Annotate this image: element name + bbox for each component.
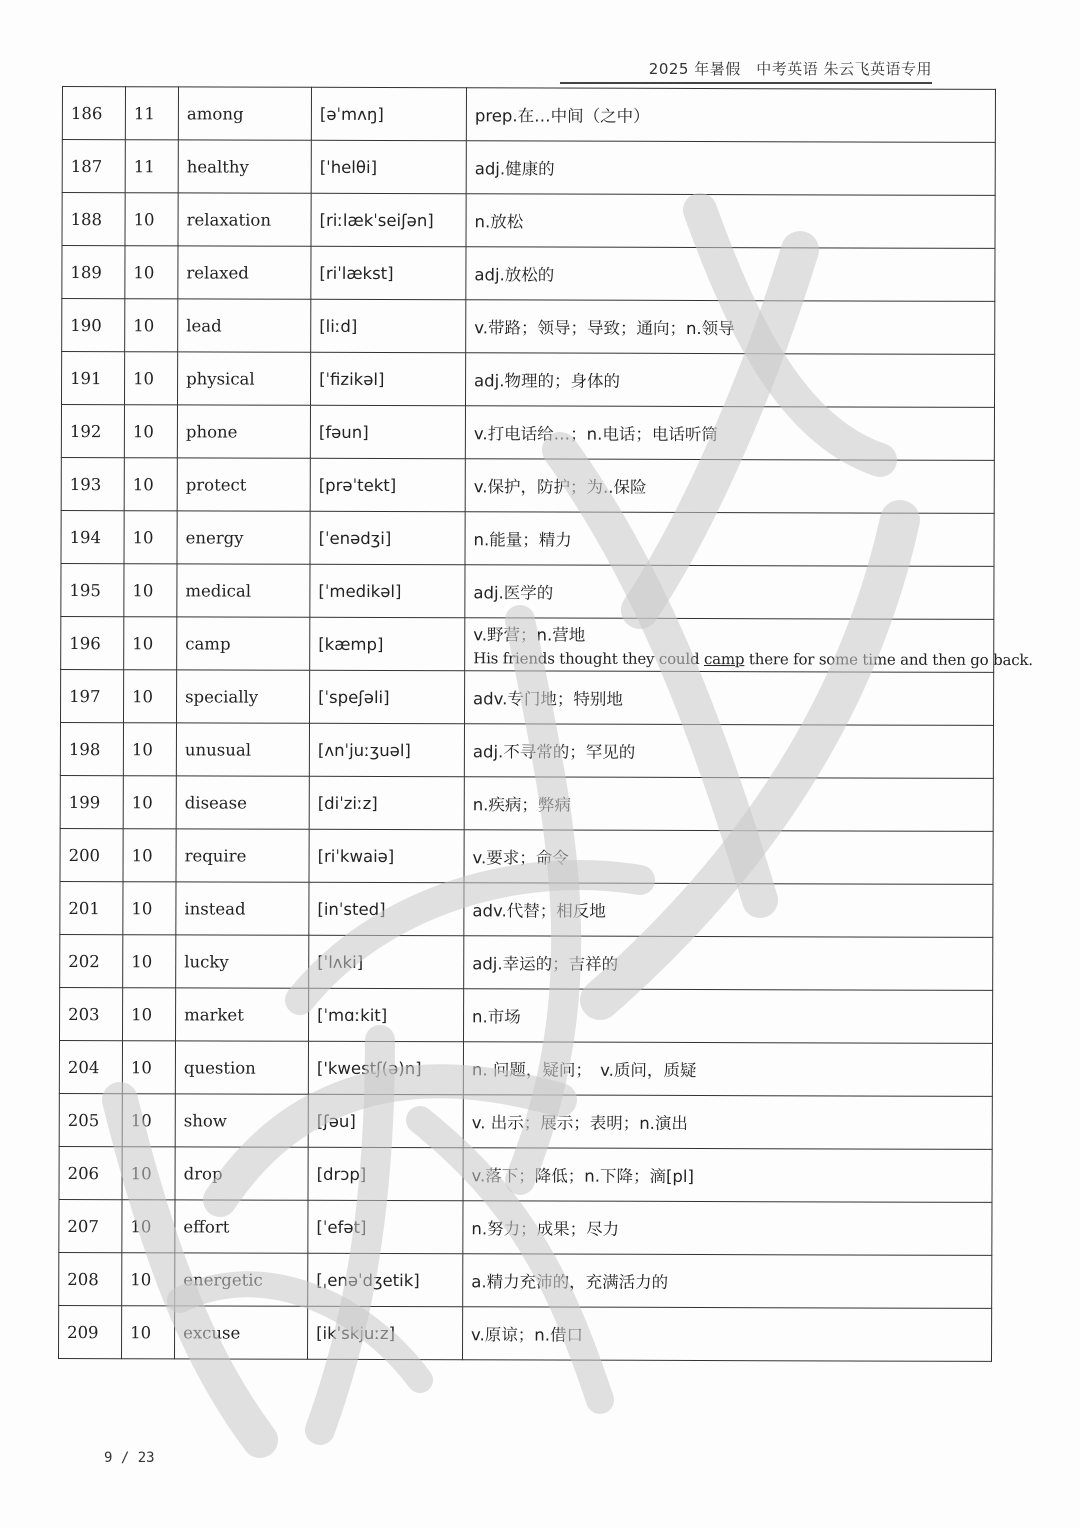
entry-number: 190 <box>62 299 125 352</box>
entry-meaning: n.放松 <box>474 212 524 232</box>
entry-meaning-cell <box>465 406 994 461</box>
vocabulary-table-body <box>59 87 1033 1362</box>
entry-frequency: 10 <box>124 670 177 723</box>
vocabulary-table <box>58 86 1033 1362</box>
entry-meaning-cell <box>463 1254 992 1309</box>
entry-frequency: 11 <box>125 87 178 140</box>
entry-frequency: 10 <box>124 405 177 458</box>
entry-word: lucky <box>176 935 309 988</box>
entry-meaning-cell <box>465 459 994 514</box>
entry-number: 205 <box>59 1093 122 1146</box>
entry-word: relaxed <box>178 246 311 299</box>
table-row <box>61 563 994 619</box>
entry-meaning: v.带路；领导；导致；通向；n.领导 <box>474 318 735 339</box>
entry-meaning-cell <box>463 1307 992 1362</box>
entry-phonetic: [ˈmedikəl] <box>310 564 465 617</box>
entry-frequency: 10 <box>122 1094 175 1147</box>
entry-meaning-cell <box>464 777 993 832</box>
entry-phonetic: [ˈhelθi] <box>311 140 466 193</box>
entry-phonetic: [əˈmʌŋ] <box>311 87 466 140</box>
entry-frequency: 10 <box>122 1253 175 1306</box>
table-row <box>60 987 993 1043</box>
entry-frequency: 10 <box>122 1147 175 1200</box>
entry-meaning: v.要求；命令 <box>472 848 569 868</box>
entry-meaning: a.精力充沛的，充满活力的 <box>471 1272 669 1292</box>
entry-number: 186 <box>62 87 125 140</box>
entry-frequency: 10 <box>125 299 178 352</box>
table-row <box>59 1040 992 1096</box>
entry-number: 195 <box>61 563 124 616</box>
entry-phonetic: ['kwestʃ(ə)n] <box>308 1041 463 1094</box>
entry-number: 203 <box>60 987 123 1040</box>
table-row <box>62 299 995 355</box>
entry-number: 199 <box>60 775 123 828</box>
entry-number: 187 <box>62 140 125 193</box>
entry-word: drop <box>175 1147 308 1200</box>
entry-meaning: n.能量；精力 <box>473 530 572 550</box>
entry-word: physical <box>177 352 310 405</box>
entry-number: 207 <box>59 1199 122 1252</box>
entry-meaning: adv.专门地；特别地 <box>473 689 623 709</box>
entry-meaning-cell <box>465 618 1033 673</box>
entry-meaning-cell <box>466 194 995 249</box>
entry-number: 198 <box>60 722 123 775</box>
entry-word: question <box>175 1041 308 1094</box>
entry-phonetic: [ˌenəˈdʒetik] <box>308 1253 463 1306</box>
entry-frequency: 10 <box>122 1041 175 1094</box>
entry-phonetic: [kæmp] <box>310 617 465 670</box>
entry-meaning-cell <box>463 1148 992 1203</box>
table-row <box>62 193 995 249</box>
entry-meaning-cell <box>463 989 992 1044</box>
table-row <box>60 934 993 990</box>
entry-meaning-cell <box>464 671 993 726</box>
entry-meaning: n. 问题，疑问； v.质问，质疑 <box>471 1060 697 1080</box>
entry-word: energy <box>177 511 310 564</box>
entry-meaning: adv.代替；相反地 <box>472 901 606 921</box>
entry-frequency: 11 <box>125 140 178 193</box>
entry-number: 209 <box>59 1305 122 1358</box>
entry-word: show <box>175 1094 308 1147</box>
entry-meaning-cell <box>466 247 995 302</box>
entry-meaning-cell <box>465 512 994 567</box>
entry-word: require <box>176 829 309 882</box>
entry-phonetic: [ˈspeʃəli] <box>309 670 464 723</box>
entry-number: 191 <box>61 352 124 405</box>
entry-word: relaxation <box>178 193 311 246</box>
entry-frequency: 10 <box>123 988 176 1041</box>
entry-phonetic: [drɔp] <box>308 1147 463 1200</box>
table-row <box>62 87 995 143</box>
entry-word: camp <box>177 617 310 670</box>
entry-meaning-cell <box>464 936 993 991</box>
table-row <box>60 828 993 884</box>
entry-frequency: 10 <box>122 1200 175 1253</box>
table-row <box>62 140 995 196</box>
header-rule <box>560 82 932 84</box>
entry-meaning-cell <box>464 883 993 938</box>
entry-meaning-cell <box>463 1095 992 1150</box>
entry-phonetic: [inˈsted] <box>309 882 464 935</box>
entry-meaning: adj.幸运的；吉祥的 <box>472 954 619 974</box>
entry-phonetic: [prəˈtekt] <box>310 458 465 511</box>
entry-meaning-cell <box>465 353 994 408</box>
entry-meaning: adj.健康的 <box>474 159 555 179</box>
entry-frequency: 10 <box>125 193 178 246</box>
entry-phonetic: [ˈmɑːkit] <box>309 988 464 1041</box>
entry-word: instead <box>176 882 309 935</box>
entry-number: 200 <box>60 828 123 881</box>
page-number: 9 / 23 <box>104 1450 155 1466</box>
table-row <box>60 775 993 831</box>
table-row <box>61 510 994 566</box>
entry-meaning-cell <box>466 300 995 355</box>
entry-number: 193 <box>61 457 124 510</box>
entry-number: 194 <box>61 510 124 563</box>
table-row <box>59 1146 992 1202</box>
entry-meaning: v.原谅；n.借口 <box>471 1325 584 1345</box>
entry-phonetic: [ˈfizikəl] <box>310 352 465 405</box>
example-text-before: His friends thought they could <box>473 649 705 669</box>
entry-phonetic: [ˈefət] <box>308 1200 463 1253</box>
entry-meaning-cell <box>463 1201 992 1256</box>
entry-meaning: n.努力；成果；尽力 <box>471 1219 620 1239</box>
entry-meaning-cell <box>464 724 993 779</box>
entry-meaning-cell <box>465 565 994 620</box>
entry-number: 206 <box>59 1146 122 1199</box>
entry-meaning-cell <box>466 141 995 196</box>
entry-word: phone <box>177 405 310 458</box>
table-row <box>61 616 994 672</box>
entry-phonetic: [fəun] <box>310 405 465 458</box>
entry-frequency: 10 <box>123 829 176 882</box>
entry-meaning: adj.物理的；身体的 <box>474 371 621 391</box>
entry-meaning: adj.医学的 <box>473 583 554 603</box>
entry-word: among <box>178 87 311 140</box>
entry-frequency: 10 <box>125 246 178 299</box>
table-row <box>61 669 994 725</box>
table-row <box>59 1252 992 1308</box>
entry-frequency: 10 <box>124 352 177 405</box>
entry-word: medical <box>177 564 310 617</box>
entry-word: unusual <box>176 723 309 776</box>
entry-number: 189 <box>62 246 125 299</box>
entry-example-sentence <box>473 649 1033 670</box>
entry-meaning: v.打电话给…；n.电话；电话听筒 <box>473 424 718 445</box>
table-row <box>61 457 994 513</box>
table-row <box>59 1305 992 1361</box>
entry-meaning: v.落下；降低；n.下降；滴[pl] <box>471 1166 694 1186</box>
entry-phonetic: [ˈlʌki] <box>309 935 464 988</box>
entry-phonetic: [riːlækˈseiʃən] <box>311 193 466 246</box>
table-row <box>60 881 993 937</box>
entry-meaning-cell <box>466 88 995 143</box>
entry-phonetic: [ˈenədʒi] <box>310 511 465 564</box>
entry-frequency: 10 <box>124 564 177 617</box>
entry-number: 197 <box>61 669 124 722</box>
entry-meaning: v.保护，防护；为..保险 <box>473 477 647 497</box>
entry-phonetic: [ikˈskjuːz] <box>308 1306 463 1359</box>
entry-phonetic: [ʌnˈjuːʒuəl] <box>309 723 464 776</box>
entry-meaning-cell <box>463 1042 992 1097</box>
entry-meaning: v. 出示；展示；表明；n.演出 <box>471 1113 688 1133</box>
entry-phonetic: [liːd] <box>311 299 466 352</box>
entry-word: energetic <box>175 1253 308 1306</box>
entry-number: 201 <box>60 881 123 934</box>
entry-frequency: 10 <box>123 723 176 776</box>
entry-phonetic: [ʃəu] <box>308 1094 463 1147</box>
entry-frequency: 10 <box>123 776 176 829</box>
page-header: 2025 年暑假 中考英语 朱云飞英语专用 <box>648 60 932 78</box>
entry-frequency: 10 <box>123 882 176 935</box>
entry-meaning: n.市场 <box>472 1007 521 1027</box>
entry-phonetic: [riˈlækst] <box>311 246 466 299</box>
entry-word: market <box>176 988 309 1041</box>
entry-meaning-cell <box>464 830 993 885</box>
entry-meaning: v.野营；n.营地 <box>473 625 586 645</box>
entry-meaning: adj.放松的 <box>474 265 555 285</box>
entry-phonetic: [diˈziːz] <box>309 776 464 829</box>
entry-word: specially <box>176 670 309 723</box>
entry-meaning: n.疾病；弊病 <box>472 795 571 815</box>
entry-meaning: prep.在…中间（之中） <box>474 106 650 126</box>
entry-word: excuse <box>175 1306 308 1359</box>
table-row <box>61 405 994 461</box>
table-row <box>60 722 993 778</box>
entry-word: effort <box>175 1200 308 1253</box>
entry-meaning: adj.不寻常的；罕见的 <box>472 742 636 762</box>
entry-word: disease <box>176 776 309 829</box>
entry-number: 192 <box>61 405 124 458</box>
entry-number: 204 <box>59 1040 122 1093</box>
table-row <box>59 1199 992 1255</box>
entry-frequency: 10 <box>124 458 177 511</box>
entry-number: 208 <box>59 1252 122 1305</box>
entry-word: healthy <box>178 140 311 193</box>
table-row <box>62 246 995 302</box>
example-highlight-word: camp <box>703 650 745 669</box>
table-row <box>61 352 994 408</box>
entry-frequency: 10 <box>123 935 176 988</box>
entry-number: 188 <box>62 193 125 246</box>
entry-number: 196 <box>61 616 124 669</box>
entry-phonetic: [riˈkwaiə] <box>309 829 464 882</box>
entry-frequency: 10 <box>122 1306 175 1359</box>
entry-frequency: 10 <box>124 511 177 564</box>
entry-word: lead <box>178 299 311 352</box>
example-text-after: there for some time and then go back. <box>744 650 1033 670</box>
entry-number: 202 <box>60 934 123 987</box>
entry-frequency: 10 <box>124 617 177 670</box>
entry-word: protect <box>177 458 310 511</box>
table-row <box>59 1093 992 1149</box>
